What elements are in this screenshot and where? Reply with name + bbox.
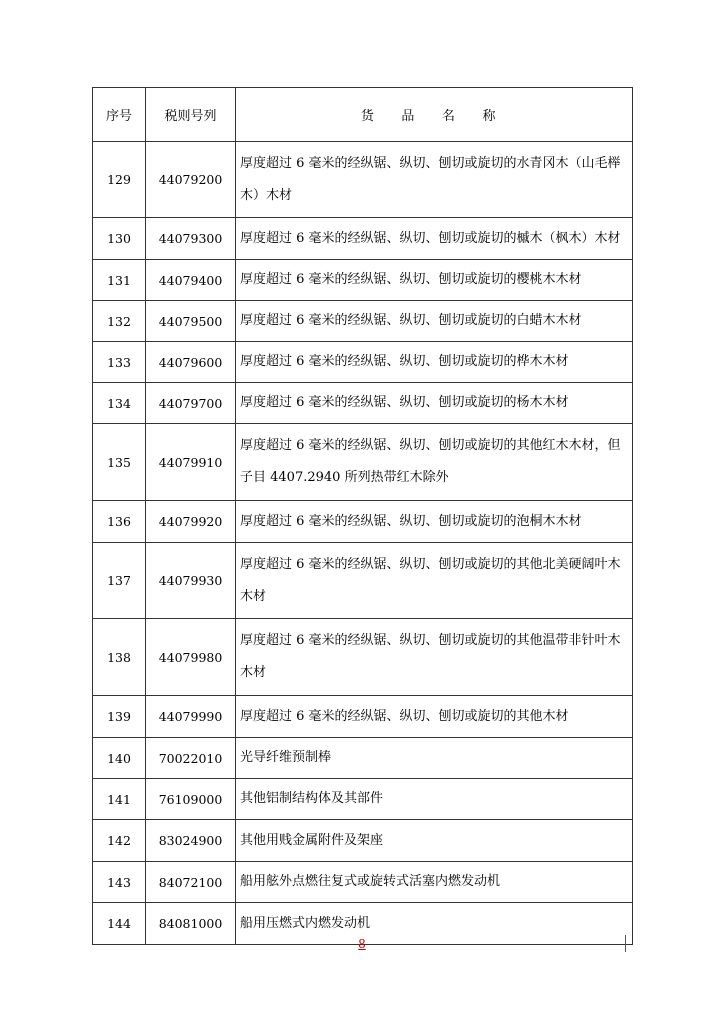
row-code: 76109000 <box>146 779 236 820</box>
table-row <box>93 424 633 501</box>
row-code: 44079920 <box>146 501 236 543</box>
row-code: 44079980 <box>146 619 236 696</box>
row-code: 44079200 <box>146 142 236 218</box>
row-desc: 厚度超过 6 毫米的经纵锯、纵切、刨切或旋切的其他木材 <box>236 696 633 738</box>
row-code: 44079500 <box>146 301 236 342</box>
row-desc: 船用舷外点燃往复式或旋转式活塞内燃发动机 <box>236 862 633 903</box>
row-desc: 船用压燃式内燃发动机 <box>236 903 633 945</box>
row-code: 44079600 <box>146 342 236 383</box>
table-row <box>93 383 633 424</box>
table-row <box>93 779 633 820</box>
header-seq: 序号 <box>93 88 146 142</box>
table-row <box>93 543 633 619</box>
row-desc: 厚度超过 6 毫米的经纵锯、纵切、刨切或旋切的其他温带非针叶木木材 <box>236 619 633 696</box>
row-seq: 136 <box>93 501 146 543</box>
row-seq: 132 <box>93 301 146 342</box>
row-seq: 130 <box>93 218 146 260</box>
table-row <box>93 218 633 260</box>
table-row <box>93 820 633 862</box>
table-row <box>93 301 633 342</box>
row-code: 44079400 <box>146 260 236 301</box>
row-desc: 厚度超过 6 毫米的经纵锯、纵切、刨切或旋切的泡桐木木材 <box>236 501 633 543</box>
row-seq: 137 <box>93 543 146 619</box>
row-code: 44079990 <box>146 696 236 738</box>
row-seq: 143 <box>93 862 146 903</box>
header-code: 税则号列 <box>146 88 236 142</box>
row-seq: 129 <box>93 142 146 218</box>
row-seq: 141 <box>93 779 146 820</box>
row-desc: 厚度超过 6 毫米的经纵锯、纵切、刨切或旋切的槭木（枫木）木材 <box>236 218 633 260</box>
row-desc: 厚度超过 6 毫米的经纵锯、纵切、刨切或旋切的樱桃木木材 <box>236 260 633 301</box>
row-desc: 光导纤维预制棒 <box>236 738 633 779</box>
row-code: 44079300 <box>146 218 236 260</box>
row-code: 44079910 <box>146 424 236 501</box>
row-seq: 139 <box>93 696 146 738</box>
table-row <box>93 862 633 903</box>
table-row <box>93 501 633 543</box>
row-seq: 138 <box>93 619 146 696</box>
row-seq: 135 <box>93 424 146 501</box>
table-row <box>93 142 633 218</box>
row-code: 44079930 <box>146 543 236 619</box>
row-code: 70022010 <box>146 738 236 779</box>
row-desc: 其他用贱金属附件及架座 <box>236 820 633 862</box>
table-row <box>93 342 633 383</box>
table-header-row <box>93 88 633 142</box>
row-desc: 厚度超过 6 毫米的经纵锯、纵切、刨切或旋切的水青冈木（山毛榉木）木材 <box>236 142 633 218</box>
page-number: 8 <box>358 937 366 951</box>
table-row <box>93 696 633 738</box>
table-row <box>93 619 633 696</box>
table-row <box>93 260 633 301</box>
row-desc: 厚度超过 6 毫米的经纵锯、纵切、刨切或旋切的桦木木材 <box>236 342 633 383</box>
tariff-table <box>92 87 633 945</box>
row-seq: 134 <box>93 383 146 424</box>
row-code: 84081000 <box>146 903 236 945</box>
table-row <box>93 738 633 779</box>
header-name: 货 品 名 称 <box>236 88 633 142</box>
row-desc: 厚度超过 6 毫米的经纵锯、纵切、刨切或旋切的杨木木材 <box>236 383 633 424</box>
row-code: 84072100 <box>146 862 236 903</box>
row-seq: 140 <box>93 738 146 779</box>
row-seq: 142 <box>93 820 146 862</box>
row-code: 83024900 <box>146 820 236 862</box>
row-seq: 131 <box>93 260 146 301</box>
page-edge-mark <box>625 935 626 952</box>
row-desc: 厚度超过 6 毫米的经纵锯、纵切、刨切或旋切的其他红木木材，但子目 4407.2940 所列热带红木除外 <box>236 424 633 501</box>
row-desc: 厚度超过 6 毫米的经纵锯、纵切、刨切或旋切的白蜡木木材 <box>236 301 633 342</box>
row-desc: 其他铝制结构体及其部件 <box>236 779 633 820</box>
row-desc: 厚度超过 6 毫米的经纵锯、纵切、刨切或旋切的其他北美硬阔叶木木材 <box>236 543 633 619</box>
row-seq: 133 <box>93 342 146 383</box>
row-code: 44079700 <box>146 383 236 424</box>
row-seq: 144 <box>93 903 146 945</box>
